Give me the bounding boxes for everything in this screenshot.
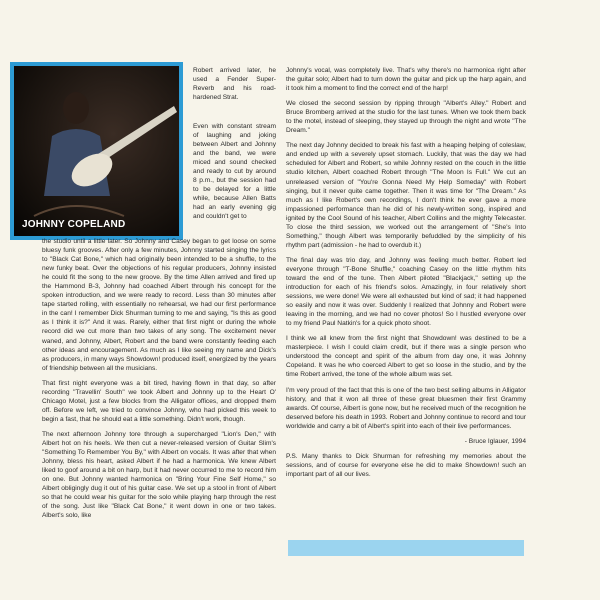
left-column xyxy=(42,237,276,526)
paragraph: The next day Johnny decided to break his fast with a heaping helping of coleslaw, and ended up with a severely upset stomach. Luckily, that was the day we had scheduled for Albert and Robert, so while Johnny rested on the couch in the little studio kitchen, Albert coached Robert through "The Moon Is Full." We cut an unreleased version of "You're Gonna Need My Help Someday" with Robert singing, but it never quite came together. Then it was time for "The Dream." As much as I like Robert's own recordings, I don't think he ever gave a more impassioned performance than he did of his newly-written song, inspired and ignited by the Cool Sound of his teacher, Albert Collins and the mighty Telecaster. To close the third session, we worked out the arrangement of "She's Into Something," though Albert was temporarily befuddled by the simplicity of his rhythm part (admission - he had to overdub it.) xyxy=(286,142,526,249)
johnny-copeland-photo xyxy=(10,62,183,240)
paragraph: the studio until a little later. So Johnny and Casey began to get loose on some bluesy funk grooves. After only a few minutes, Johnny started singing the lyrics to "Black Cat Bone," which had originally been intended to be a shuffle, to the new funky beat. Over the objections of his regular producers, Johnny insisted he could fit the song to the new groove. By the time Allen arrived and fired up the Hammond B-3, Johnny had coached Albert through his concept for the spoken introduction, and we were ready to record. Less than 30 minutes after tape started rolling, with essentially no rehearsal, we had our first performance in the can! I remember Dick Shurman turning to me and saying, "Is this as good as I think it is?" And it was. Rarely, either that first night or during the whole record did we cut more than two takes of any song. The excitement never waned, and Johnny, Albert, Robert and the band were constantly feeding each other ideas and encouragement. As much as I like seeing my name and Dick's as producers, in many ways Showdown! produced itself, energized by the years of friendship between all the musicians. xyxy=(42,238,276,372)
paragraph: The final day was trio day, and Johnny was feeling much better. Robert led everyone through "T-Bone Shuffle," coaching Casey on the little rhythm hits toward the end of the tune. Then Albert piloted "Blackjack," setting up the introduction for each of his friend's solos. Amazingly, in four relatively short sessions, we were done! We were all exhausted but kind of sad; it had happened so easily and now it was over. Suddenly I realized that Johnny and Robert were leaving in the morning, and we had no cover photos! So I hustled everyone over to my friend Paul Natkin's for a quick photo shoot. xyxy=(286,256,526,328)
paragraph: We closed the second session by ripping through "Albert's Alley." Robert and Bruce Bromberg arrived at the studio for the last tunes. When we took them back to the motel, instead of sleeping, they stayed up through the night and wrote "The Dream." xyxy=(286,100,526,135)
paragraph: The next afternoon Johnny tore through a supercharged "Lion's Den," with Albert hot on his heels. We then cut a never-released version of Guitar Slim's "Something To Remember You By," with Albert on vocals. It was after that when Johnny, bless his heart, asked Albert if he had a harmonica. We knew Albert liked to goof around a bit on harp, but it had never occurred to me to record him on one. But Johnny wanted harmonica on "Bring Your Fine Self Home," so Albert obligingly dug it out of his guitar case. We set up a stool in front of Albert so that he could wear his guitar for the solo while playing harp through the rest of the song. Just like "Black Cat Bone," it went down in one or two takes. Albert's solo, like xyxy=(42,430,276,520)
paragraph: That first night everyone was a bit tired, having flown in that day, so after recording "Travellin' South" we took Albert and Johnny up to the Heart O' Chicago Motel, just a few blocks from the Alligator offices, and dropped them off. Before we left, we tried to convince Johnny, who had picked this week to begin a fast, that he should eat a little something. Didn't work, though. xyxy=(42,379,276,423)
postscript: P.S. Many thanks to Dick Shurman for refreshing my memories about the sessions, and of course for everyone else he did to make Showdown! such an important part of all our lives. xyxy=(286,452,526,478)
intro-text: Robert arrived later, he used a Fender Super-Reverb and his road-hardened Strat. xyxy=(193,67,276,102)
paragraph: I think we all knew from the first night that Showdown! was destined to be a masterpiece. I wish I could claim credit, but if there was a single person who understood the concept and spirit of the album from day one, it was Johnny Copeland. It was he who coerced Albert to get so loose in the studio, and by the time Robert arrived, the tone of the whole album was set. xyxy=(286,335,526,379)
photo-image xyxy=(14,66,179,236)
photo-caption: JOHNNY COPELAND xyxy=(22,219,126,230)
right-column xyxy=(286,66,526,485)
signature: - Bruce Iglauer, 1994 xyxy=(464,437,526,445)
paragraph: Johnny's vocal, was completely live. That's why there's no harmonica right after the guitar solo; Albert had to turn down the guitar and pick up the harp again, and it took him a moment to find the correct end of the harp! xyxy=(286,67,526,93)
paragraph: I'm very proud of the fact that this is one of the two best selling albums in Alligator history, and that it won all three of these great bluesmen their first Grammy awards. Of course, Albert is gone now, but he received much of the recognition he deserved before his death in 1993. Robert and Johnny continue to record and tour worldwide and carry a bit of Albert's spirit into each of their live performances. xyxy=(286,386,526,430)
wrap-text: Even with constant stream of laughing and joking between Albert and Johnny and the band, we were miced and sound checked and ready to cut by around 8 p.m., but the session had to be delayed for a little while, because Allen Batts had an early evening gig and couldn't get to xyxy=(193,123,276,221)
accent-bar xyxy=(288,540,524,556)
